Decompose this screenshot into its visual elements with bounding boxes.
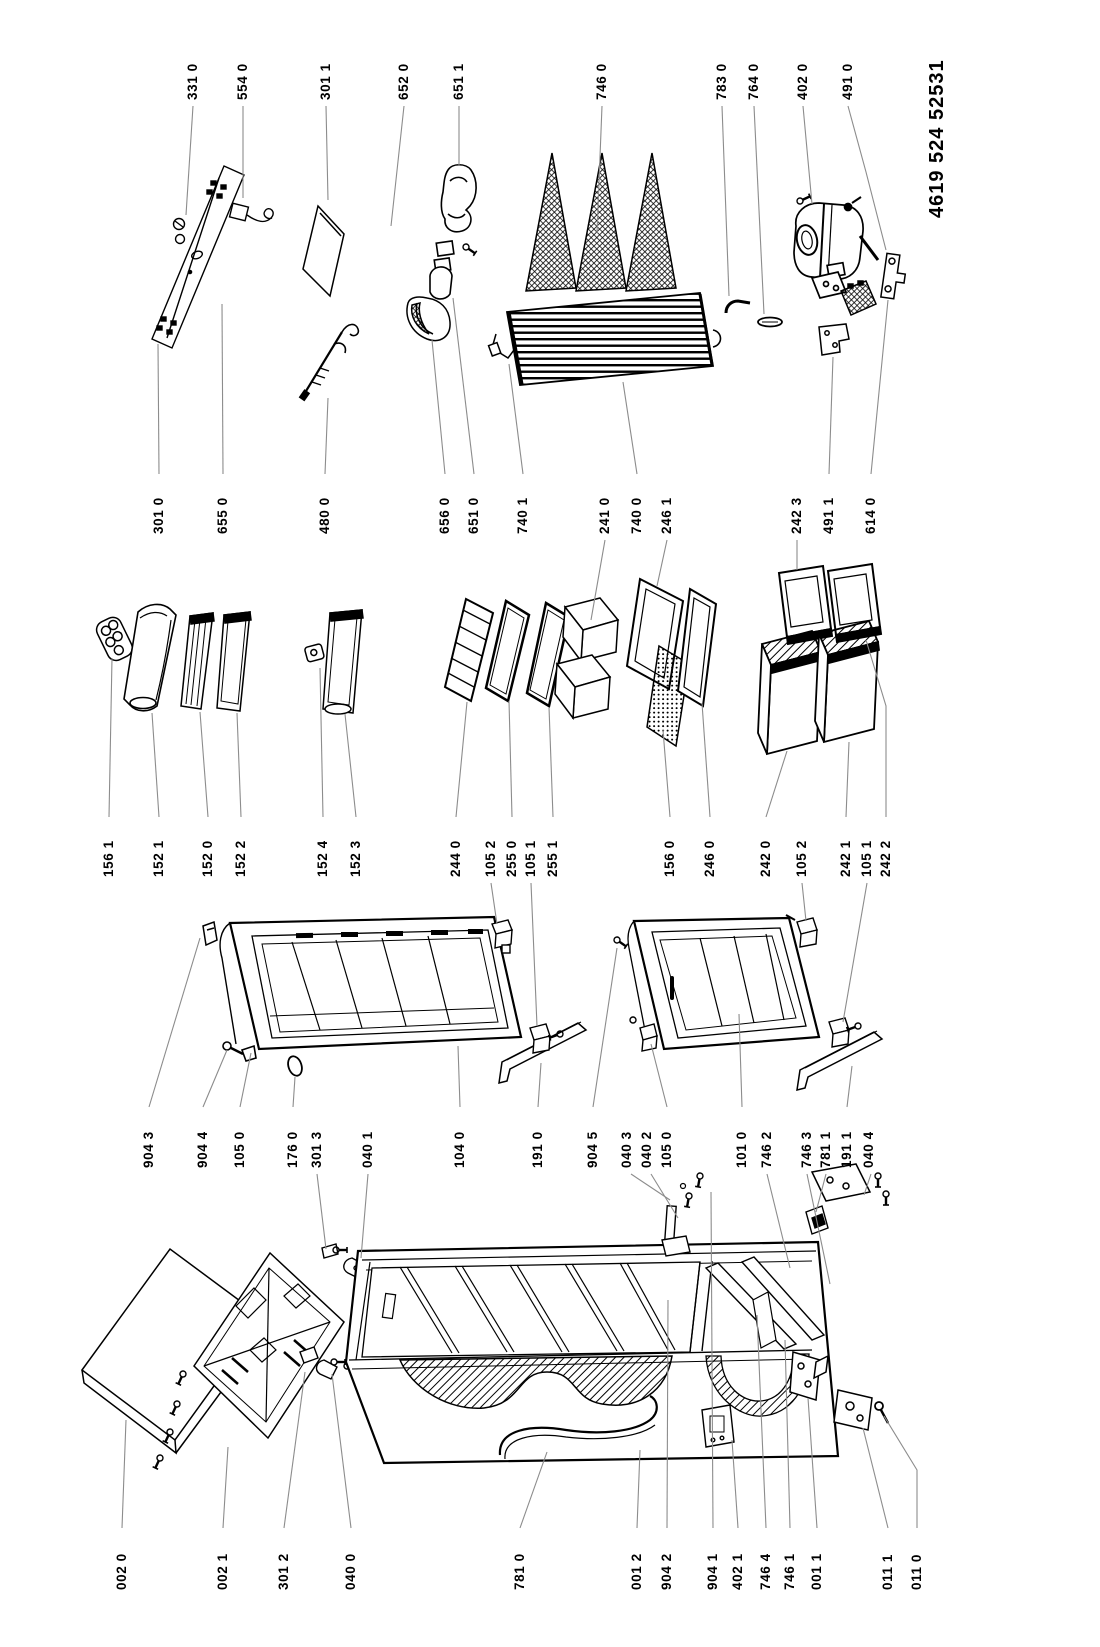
part-label: 301 1 xyxy=(318,63,333,100)
leader-line xyxy=(871,300,888,474)
leader-line xyxy=(651,1044,667,1107)
part-label: 331 0 xyxy=(185,63,200,100)
part-label: 301 3 xyxy=(309,1131,324,1168)
part-label: 191 1 xyxy=(839,1131,854,1168)
part-label: 176 0 xyxy=(285,1131,300,1168)
part-label: 152 1 xyxy=(151,840,166,877)
part-label: 746 2 xyxy=(759,1131,774,1168)
door-tray-152-0-drawing xyxy=(181,613,214,709)
leader-line xyxy=(186,106,193,215)
part-label: 040 4 xyxy=(861,1131,876,1168)
leader-line xyxy=(829,357,833,474)
part-label: 255 1 xyxy=(545,840,560,877)
leader-line xyxy=(863,1428,888,1528)
leader-line xyxy=(361,1174,368,1258)
leader-line xyxy=(458,1046,460,1107)
part-label: 740 1 xyxy=(515,497,530,534)
control-panel-drawing xyxy=(152,166,244,348)
leader-line xyxy=(293,1077,295,1107)
part-label: 105 1 xyxy=(859,840,874,877)
part-label: 614 0 xyxy=(863,497,878,534)
clip-301-3-drawing xyxy=(322,1244,338,1258)
part-label: 191 0 xyxy=(530,1131,545,1168)
part-label: 040 3 xyxy=(619,1131,634,1168)
part-label: 040 0 xyxy=(343,1553,358,1590)
leader-line xyxy=(317,1174,326,1249)
part-label: 105 1 xyxy=(523,840,538,877)
part-label: 904 4 xyxy=(195,1131,210,1168)
part-label: 105 2 xyxy=(483,840,498,877)
part-label: 904 3 xyxy=(141,1131,156,1168)
document-number: 4619 524 52531 xyxy=(926,59,948,218)
hinge-011-drawing xyxy=(834,1390,888,1430)
leader-line xyxy=(803,106,812,204)
part-label: 554 0 xyxy=(235,63,250,100)
part-label: 242 0 xyxy=(758,840,773,877)
back-panel-002-1-drawing xyxy=(194,1253,344,1438)
tube-783-drawing xyxy=(726,301,750,313)
part-label: 651 1 xyxy=(451,63,466,100)
leader-line xyxy=(391,106,404,226)
part-label: 105 0 xyxy=(659,1131,674,1168)
leader-line xyxy=(200,712,208,817)
part-label: 040 1 xyxy=(360,1131,375,1168)
part-label: 904 5 xyxy=(585,1131,600,1168)
leader-line xyxy=(332,1374,351,1528)
part-label: 655 0 xyxy=(215,497,230,534)
cover-plate-drawing xyxy=(303,206,344,296)
part-label: 156 0 xyxy=(662,840,677,877)
part-label: 002 1 xyxy=(215,1553,230,1590)
part-label: 904 1 xyxy=(705,1553,720,1590)
part-label: 651 0 xyxy=(466,497,481,534)
part-label: 242 1 xyxy=(838,840,853,877)
part-label: 652 0 xyxy=(396,63,411,100)
leader-line xyxy=(520,1452,547,1528)
mount-402-1-drawing xyxy=(702,1405,734,1447)
bracket-740-1-drawing xyxy=(489,334,514,358)
leader-line xyxy=(326,106,328,200)
freezer-door-drawing xyxy=(628,918,819,1049)
mount-bracket-614-drawing xyxy=(881,253,908,299)
part-label: 904 2 xyxy=(659,1553,674,1590)
part-label: 255 0 xyxy=(504,840,519,877)
part-label: 241 0 xyxy=(597,497,612,534)
leader-line xyxy=(158,344,159,474)
part-label: 491 0 xyxy=(840,63,855,100)
condenser-coil-drawing xyxy=(507,293,721,385)
part-label: 040 2 xyxy=(639,1131,654,1168)
egg-tray-156-1-drawing xyxy=(94,614,136,663)
hinge-pin-904-4-drawing xyxy=(223,1042,256,1061)
part-label: 781 1 xyxy=(818,1131,833,1168)
leader-line xyxy=(531,883,537,1026)
screw-904-5-drawing xyxy=(613,936,628,949)
part-label: 001 1 xyxy=(809,1553,824,1590)
leader-line xyxy=(802,883,806,921)
leader-line xyxy=(345,714,356,817)
leader-line xyxy=(152,713,159,817)
bracket-152-4-drawing xyxy=(304,643,324,662)
leader-line xyxy=(237,713,241,817)
leader-line xyxy=(722,106,729,296)
part-label: 402 1 xyxy=(730,1553,745,1590)
door-tray-152-3-drawing xyxy=(323,610,363,714)
thermostat-lamp-drawing xyxy=(430,165,477,299)
door-shelf-152-1-drawing xyxy=(124,604,176,710)
part-label: 152 3 xyxy=(348,840,363,877)
leader-line xyxy=(593,948,617,1107)
leader-line xyxy=(702,703,710,817)
leader-line xyxy=(325,398,328,474)
part-label: 104 0 xyxy=(452,1131,467,1168)
leader-line xyxy=(549,707,553,817)
leader-line xyxy=(663,730,670,817)
part-label: 152 0 xyxy=(200,840,215,877)
part-label: 244 0 xyxy=(448,840,463,877)
leader-line xyxy=(843,883,867,1022)
leader-line xyxy=(509,701,512,817)
part-label: 746 3 xyxy=(799,1131,814,1168)
crisper-boxes-241-drawing xyxy=(555,598,618,718)
leader-line xyxy=(109,658,112,817)
leader-line xyxy=(122,1420,126,1528)
part-label: 764 0 xyxy=(746,63,761,100)
part-label: 301 0 xyxy=(151,497,166,534)
leader-line xyxy=(203,1050,227,1107)
leader-line xyxy=(651,1174,678,1218)
leader-line xyxy=(846,742,849,817)
part-label: 740 0 xyxy=(629,497,644,534)
part-label: 101 0 xyxy=(734,1131,749,1168)
part-label: 656 0 xyxy=(437,497,452,534)
part-label: 246 1 xyxy=(659,497,674,534)
condenser-grids-drawing xyxy=(526,153,676,291)
lamp-cover-drawing xyxy=(407,297,450,340)
part-label: 783 0 xyxy=(714,63,729,100)
part-label: 301 2 xyxy=(276,1553,291,1590)
part-label: 746 0 xyxy=(594,63,609,100)
part-label: 242 3 xyxy=(789,497,804,534)
door-cap-904-3-drawing xyxy=(203,922,217,945)
part-label: 246 0 xyxy=(702,840,717,877)
leader-line xyxy=(453,298,474,474)
door-tray-152-2-drawing xyxy=(217,612,251,711)
part-label: 746 4 xyxy=(758,1553,773,1590)
leader-line xyxy=(222,304,223,474)
fridge-door-drawing xyxy=(220,917,521,1049)
leader-line xyxy=(623,382,637,474)
leader-line xyxy=(754,106,764,314)
leader-line xyxy=(884,1416,917,1528)
leader-line xyxy=(432,340,445,474)
part-label: 152 2 xyxy=(233,840,248,877)
part-label: 001 2 xyxy=(629,1553,644,1590)
wiring-harness-drawing xyxy=(299,324,359,401)
part-label: 152 4 xyxy=(315,840,330,877)
leader-line xyxy=(223,1447,228,1528)
part-label: 491 1 xyxy=(821,497,836,534)
part-label: 011 1 xyxy=(880,1553,895,1590)
freezer-drawer-242-0-drawing xyxy=(758,631,822,754)
leader-line xyxy=(766,751,787,817)
part-label: 105 2 xyxy=(794,840,809,877)
leader-line xyxy=(320,668,323,817)
freezer-drawer-242-1-drawing xyxy=(815,621,879,742)
part-label: 002 0 xyxy=(114,1553,129,1590)
relay-box-drawing xyxy=(841,281,876,315)
leader-line xyxy=(456,702,467,817)
part-label: 781 0 xyxy=(512,1553,527,1590)
leader-line xyxy=(149,938,200,1107)
part-label: 402 0 xyxy=(795,63,810,100)
leader-line xyxy=(538,1063,541,1107)
leader-line xyxy=(847,1066,852,1107)
part-label: 156 1 xyxy=(101,840,116,877)
part-label: 746 1 xyxy=(782,1553,797,1590)
part-label: 480 0 xyxy=(317,497,332,534)
grommet-764-drawing xyxy=(758,318,782,327)
part-label: 242 2 xyxy=(878,840,893,877)
thermostat-connector-drawing xyxy=(230,203,274,221)
part-label: 105 0 xyxy=(232,1131,247,1168)
leader-line xyxy=(657,540,667,586)
leader-line xyxy=(637,1450,640,1528)
relay-plate-drawing xyxy=(819,324,849,355)
part-label: 011 0 xyxy=(909,1553,924,1590)
handle-trim-176-drawing xyxy=(286,1054,305,1077)
crisper-246-0-drawing xyxy=(678,589,716,706)
